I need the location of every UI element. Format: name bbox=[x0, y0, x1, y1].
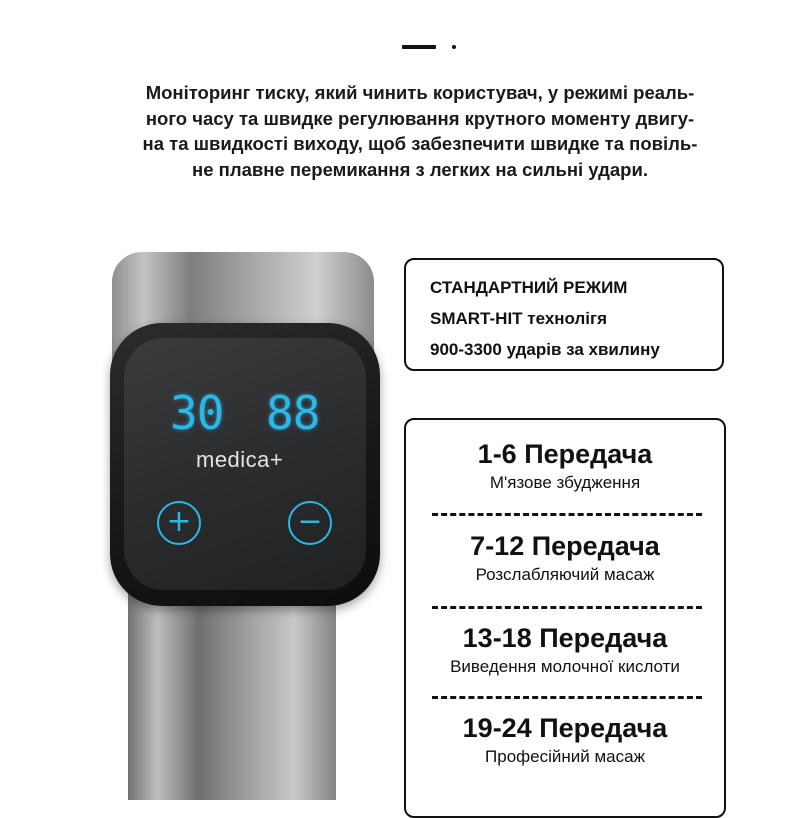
top-dash bbox=[402, 45, 436, 49]
brand-logo: medica+ bbox=[196, 447, 284, 472]
gear-item bbox=[406, 438, 724, 494]
gear-description: Професійний масаж bbox=[485, 747, 645, 766]
gear-item bbox=[406, 530, 724, 586]
plus-button[interactable]: + bbox=[157, 501, 201, 545]
display-right-value: 88 bbox=[266, 386, 320, 440]
gear-title: 13-18 Передача bbox=[462, 623, 668, 653]
gears-box bbox=[404, 418, 726, 818]
minus-button[interactable]: − bbox=[288, 501, 332, 545]
gear-description: М'язове збудження bbox=[489, 473, 641, 492]
intro-line: Моніторинг тиску, який чинить користувач, у режимі реаль- bbox=[145, 82, 695, 103]
dashed-divider bbox=[432, 696, 702, 699]
mode-line: SMART-HIT технолігя bbox=[430, 309, 608, 328]
standard-mode-box bbox=[404, 258, 724, 371]
display-left-value: 30 bbox=[170, 386, 224, 440]
mode-line: СТАНДАРТНИЙ РЕЖИМ bbox=[430, 278, 628, 297]
gear-description: Виведення молочної кислоти bbox=[450, 657, 680, 676]
intro-line: не плавне перемикання з легких на сильні удари. bbox=[192, 158, 648, 180]
gear-title: 19-24 Передача bbox=[462, 713, 668, 743]
intro-line: на та швидкості виходу, щоб забезпечити швидке та повіль- bbox=[142, 133, 698, 154]
gear-description: Розслабляючий масаж bbox=[475, 565, 655, 584]
dashed-divider bbox=[432, 513, 702, 516]
gear-title: 1-6 Передача bbox=[477, 439, 653, 469]
mode-line: 900-3300 ударів за хвилину bbox=[430, 340, 660, 359]
massage-gun-image bbox=[0, 0, 400, 800]
intro-line: ного часу та швидке регулювання крутного моменту двигу- bbox=[145, 107, 695, 129]
dashed-divider bbox=[432, 606, 702, 609]
gear-item bbox=[406, 712, 724, 768]
gear-item bbox=[406, 622, 724, 678]
top-dot bbox=[452, 45, 456, 49]
gear-title: 7-12 Передача bbox=[470, 531, 660, 561]
